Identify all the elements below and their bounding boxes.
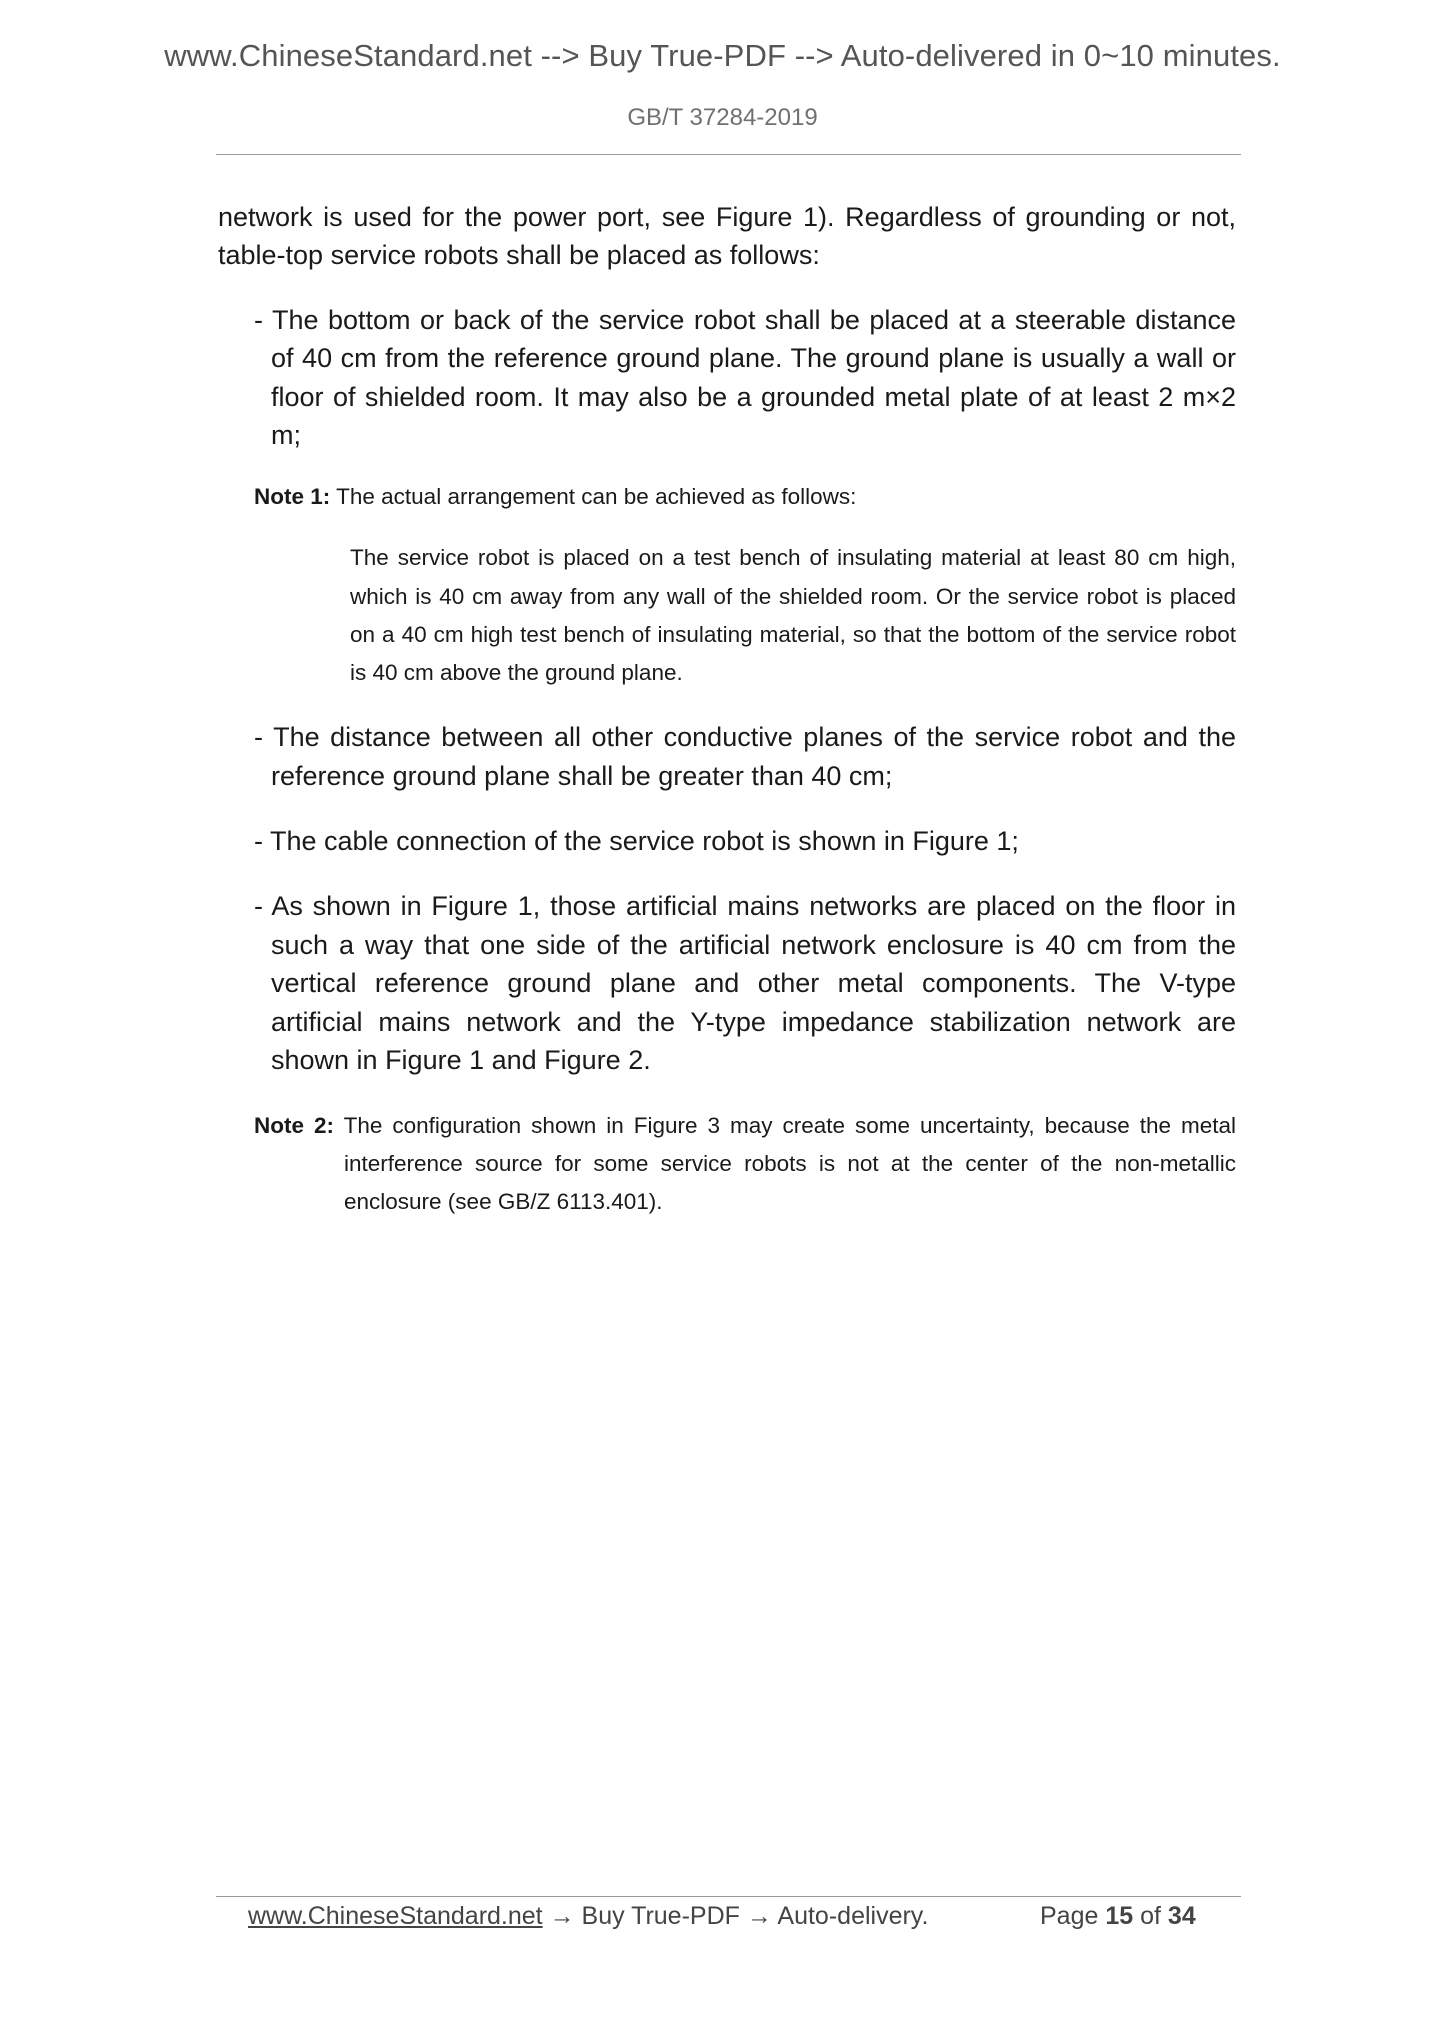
note-2: [254, 1107, 1236, 1222]
top-banner: www.ChineseStandard.net --> Buy True-PDF --> Auto-delivered in 0~10 minutes.: [164, 38, 1281, 73]
page-word: Page: [1040, 1902, 1099, 1930]
footer-divider: [216, 1896, 1241, 1897]
page-content: [218, 198, 1236, 1221]
note-1: [254, 481, 1236, 513]
note-1-text: The actual arrangement can be achieved as follows:: [336, 484, 857, 510]
footer-promo: [248, 1902, 928, 1931]
page-number: [1040, 1902, 1196, 1931]
note-1-body: The service robot is placed on a test bench of insulating material at least 80 cm high, which is 40 cm away from any wall of the shielded room. Or the service robot is placed on a 40 cm high test bench of insulating material, so that the bottom of the service robot is 40 cm above the ground plane.: [350, 545, 1236, 686]
page-current: 15: [1105, 1902, 1134, 1930]
bullet-mains-networks: - As shown in Figure 1, those artificial mains networks are placed on the floor in such a way that one side of the artificial network enclosure is 40 cm from the vertical reference ground plane and other metal components. The V-type artificial mains network and the Y-type impedance stabilization network are shown in Figure 1 and Figure 2.: [254, 891, 1236, 1076]
bullet-placement: - The bottom or back of the service robot shall be placed at a steerable distance of 40 cm from the reference ground plane. The ground plane is usually a wall or floor of shielded room. It may also be a grounded metal plate of at least 2 m×2 m;: [254, 304, 1236, 451]
of-word: of: [1140, 1902, 1161, 1930]
footer-tagline: → Buy True-PDF → Auto-delivery.: [549, 1902, 929, 1930]
note-2-label: Note 2:: [254, 1112, 334, 1138]
intro-paragraph: network is used for the power port, see Figure 1). Regardless of grounding or not, table-top service robots shall be placed as follows:: [218, 202, 1236, 271]
footer-site-link[interactable]: www.ChineseStandard.net: [248, 1902, 543, 1930]
note-1-label: Note 1:: [254, 484, 331, 510]
header-divider: [216, 154, 1241, 155]
document-code: GB/T 37284-2019: [627, 104, 818, 131]
bullet-cable-connection: - The cable connection of the service robot is shown in Figure 1;: [254, 826, 1019, 857]
note-2-text: The configuration shown in Figure 3 may create some uncertainty, because the metal interference source for some service robots is not at the center of the non-metallic enclosure (see GB/Z 6113.401).: [343, 1112, 1236, 1214]
bullet-conductive-planes: - The distance between all other conductive planes of the service robot and the reference ground plane shall be greater than 40 cm;: [254, 722, 1236, 791]
page-total: 34: [1167, 1902, 1196, 1930]
